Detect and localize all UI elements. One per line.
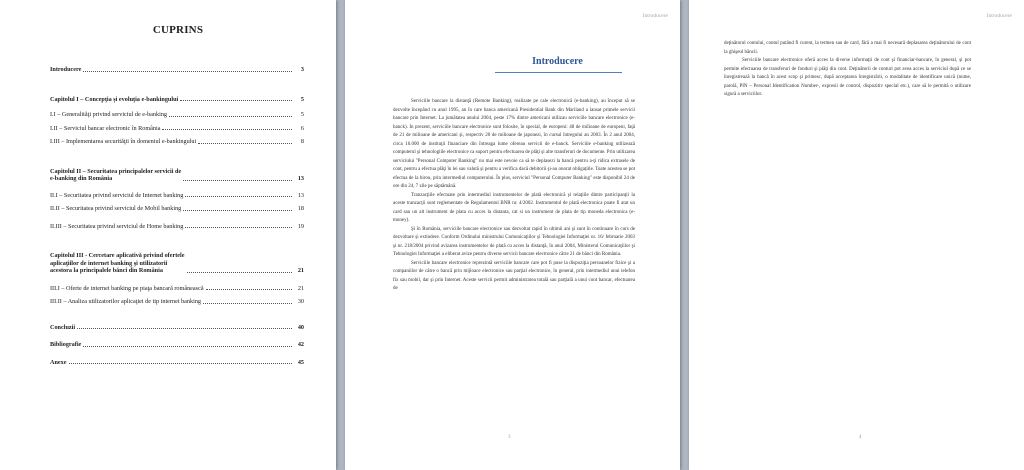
toc-entry-capitolul-1[interactable]: Capitolul I – Concepţia şi evoluţia e-bankingului 5 bbox=[50, 95, 304, 103]
toc-entry-2-2[interactable]: II.II – Securitatea privind serviciul de Mobil banking 18 bbox=[50, 205, 304, 212]
paragraph: deţinătorul contului, contul putând fi curent, la termen sau de card, fără a mai fi necesară deplasarea deţinătorului de cont la ghişeul băncii. bbox=[724, 41, 971, 55]
toc-entry-1-2[interactable]: I.II – Serviciul bancar electronic în România 6 bbox=[50, 124, 304, 132]
continuation-page bbox=[689, 0, 1024, 470]
toc-entry-3-2[interactable]: III.II – Analiza utilizatorilor aplicaţiei de tip internet banking 30 bbox=[50, 298, 304, 305]
toc-entry-1-3[interactable]: I.III – Implementarea securităţii în domeniul e-bankingului 8 bbox=[50, 138, 304, 145]
intro-body bbox=[393, 98, 635, 294]
section-title: Introducere bbox=[532, 56, 583, 67]
title-underline bbox=[495, 72, 622, 73]
intro-page bbox=[345, 0, 680, 470]
toc-entry-3-1[interactable]: III.I – Oferte de internet banking pe piaţa bancară românească 21 bbox=[50, 284, 304, 292]
toc-entry-capitolul-3[interactable]: Capitolul III - Cercetare aplicativă privind ofertele aplicaţiilor de internet banking şi utilizatorii acestora la principalele bănci din România 21 bbox=[50, 252, 304, 274]
paragraph: Serviciile bancare la distanţă (Remote Banking), realizate pe cale electronică (e-banking), au început să se dezvolte începând cu anul 1995, an în care banca americană Presidential Bank din Mariland a lansat primele servicii bancare prin Internet. La jumătatea anului 2004, peste 17% dintre americani utilizau serviciile bancare electronice (e-banck). In prezent, serviciile bancare electronice sunt folosite, în special, de europeni: 48 de milioane de europeni, faţă de 21 de milioane de americani şi, respectiv 20 de milioane de japonezi, în cursul întregului an 2003. În 2 anul 2004, circa 16.000 de instituţii financiare din întreaga lume ofereau servicii de e-banck. Serviciile e-banking utilizează computerul şi tehnologiile electronice ca suport pentru efectuarea de plăţi şi alte transferuri de documente. Prin utilizarea serviciului "Personal Computer Banking" nu mai este nevoie ca să te deplasezi la bancă pentru a-ţi ridica extrasele de cont, pentru a efectua plăţi în lei sau valută şi pentru a verifica dacă debitorii şi-au onorat obligaţiile. Toate acestea se pot efectua de la birou, prin intermediul computerului. În plus, serviciul "Personal Computer Banking" este disponibil 24 de ore din 24, 7 zile pe săptămână. bbox=[393, 99, 635, 189]
toc-entry-2-3[interactable]: II.III – Securitatea privind serviciul de Home banking 19 bbox=[50, 222, 304, 230]
toc-entry-2-1[interactable]: II.I – Securitatea privind serviciul de Internet banking 13 bbox=[50, 191, 304, 199]
toc-entry-concluzii[interactable]: Concluzii 40 bbox=[50, 323, 304, 331]
paragraph: Şi în România, serviciile bancare electronice sau dezvoltat rapid în ultimii ani şi sunt în continuare în curs de dezvoltare şi extindere. Conform Ordinului ministrului Comunicaţiilor şi Tehnologiei Informaţiei nr. 16/ februarie 2003 şi nr. 218/2004 privind avizarea instrumentelor de plată cu acces la distanţă, în anul 2004, Ministerul Comunicaţiilor şi Tehnologiei Informaţiei a eliberat avize pentru diverse servicii bancare electronice către 21 de bănci din România. bbox=[393, 226, 635, 257]
paragraph: Tranzacţiile efectuate prin intermediul instrumentelor de plată electronică şi relaţiile dintre participanţii la aceste tranzacţii sunt reglementate de Regulamentul BNR nr. 4/2002. Instrumentul de plată electronica poate fi atat un card sau un alt instrument de plata cu acces la distanta, cat si un instrument de plata de tip moneda electronica (e-money). bbox=[393, 192, 635, 223]
paragraph: Serviciile bancare electronice reprezintă serviciile bancare care pot fi puse la dispoziţia persoanelor fizice şi a companiilor de către o bancă prin mijloace electronice sau parţial electronice, în general, prin intermediul unui telefon fix sau mobil, dar şi prin Internet. Aceste servicii permit administrarea totală sau parţială a unui cont bancar, efectuarea de bbox=[393, 260, 635, 291]
toc-entry-bibliografie[interactable]: Bibliografie 42 bbox=[50, 341, 304, 348]
continuation-body bbox=[724, 40, 971, 100]
toc-page bbox=[0, 0, 336, 470]
paragraph: Serviciile bancare electronice oferă acces la diverse informaţii de cont şi financiar-bancare, în general, şi pot permite efectuarea de transferuri de fonduri şi plăţi din cont. Deţinătorii de conturi pot avea acces la serviciul după ce se înregistrează la bancă în acest scop şi primesc, după acceptarea înregistrării, o modalitate de identificare unică (nume, parolă, PIN – Personal Identification Number-, expresii de control, dispozitiv special etc.), care să le permită o utilizare sigură a serviciilor. bbox=[724, 58, 971, 97]
page-header: Introducere bbox=[642, 13, 668, 19]
page-header: Introducere bbox=[986, 13, 1012, 19]
toc-title: CUPRINS bbox=[152, 24, 204, 36]
page-number: 4 bbox=[859, 435, 862, 440]
page-number: 3 bbox=[508, 435, 511, 440]
toc-entry-capitolul-2[interactable]: Capitolul II – Securitatea principalelor servicii de e-banking din România 13 bbox=[50, 167, 304, 182]
toc-entry-1-1[interactable]: I.I – Generalităţi privind serviciul de e-banking 5 bbox=[50, 111, 304, 118]
toc-entry-introducere[interactable]: Introducere 3 bbox=[50, 66, 304, 73]
toc-entry-anexe[interactable]: Anexe 45 bbox=[50, 358, 304, 366]
toc-list bbox=[50, 60, 304, 366]
